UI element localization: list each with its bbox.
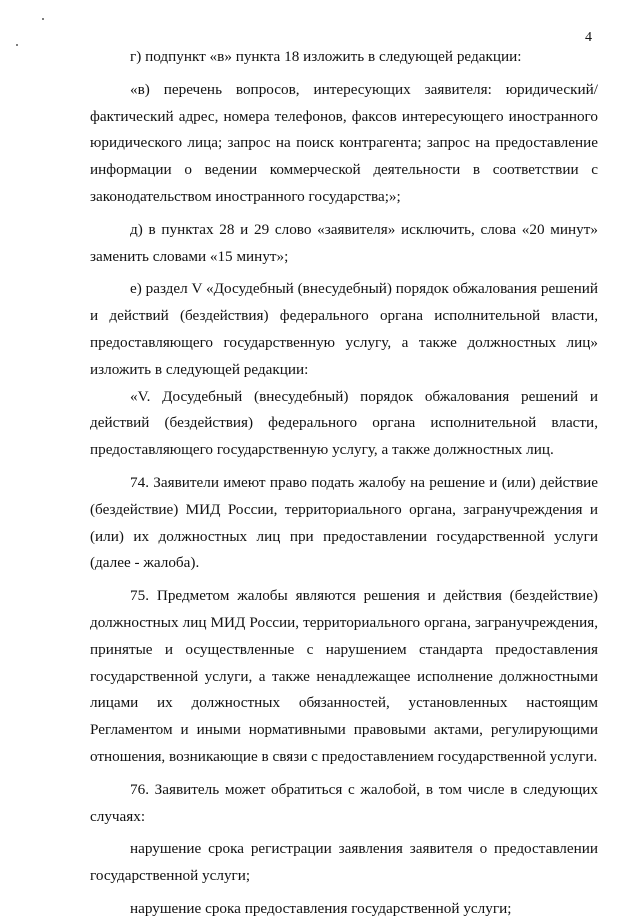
paragraph-74: 74. Заявители имеют право подать жалобу на решение и (или) действие (бездействие) МИД России, территориального органа, загранучреждения и (или) их должностных лиц при предоставлении государственной услуги (далее - жалоба).: [90, 473, 598, 572]
scan-speck: [42, 18, 44, 20]
paragraph-item-e: е) раздел V «Досудебный (внесудебный) порядок обжалования решений и действий (бездействия) федерального органа исполнительной власти, предоставляющего государственную услугу, а также должностных лиц» изложить в следующей редакции:: [90, 280, 598, 378]
section-heading-v: «V. Досудебный (внесудебный) порядок обжалования решений и действий (бездействия) федерального органа исполнительной власти, предоставляющего государственную услугу, а также должностных лиц.: [90, 387, 598, 459]
paragraph-75: 75. Предметом жалобы являются решения и действия (бездействие) должностных лиц МИД России, территориального органа, загранучреждения, принятые и осуществленные с нарушением стандарта предоставления государственной услуги, а также ненадлежащее исполнение должностными лицами их должностных обязанностей, установленных настоящим Регламентом и иными нормативными правовыми актами, регулирующими отношения, возникающие в связи с предоставлением государственной услуги.: [90, 587, 598, 765]
paragraph-76: 76. Заявитель может обратиться с жалобой, в том числе в следующих случаях:: [90, 780, 598, 825]
case-item-deadline: нарушение срока предоставления государственной услуги;: [130, 899, 512, 917]
scan-speck: [16, 44, 18, 46]
paragraph-item-d: д) в пунктах 28 и 29 слово «заявителя» исключить, слова «20 минут» заменить словами «15 минут»;: [90, 220, 598, 265]
page-number: 4: [585, 30, 592, 45]
paragraph-item-g: г) подпункт «в» пункта 18 изложить в следующей редакции:: [130, 48, 522, 65]
document-body: [90, 44, 598, 923]
paragraph-item-v: «в) перечень вопросов, интересующих заявителя: юридический/фактический адрес, номера телефонов, факсов интересующего иностранного юридического лица; запрос на поиск контрагента; запрос на предоставление информации о ведении коммерческой деятельности в соответствии с законодательством иностранного государства;»;: [90, 80, 598, 205]
case-item-registration: нарушение срока регистрации заявления заявителя о предоставлении государственной услуги;: [90, 840, 598, 885]
